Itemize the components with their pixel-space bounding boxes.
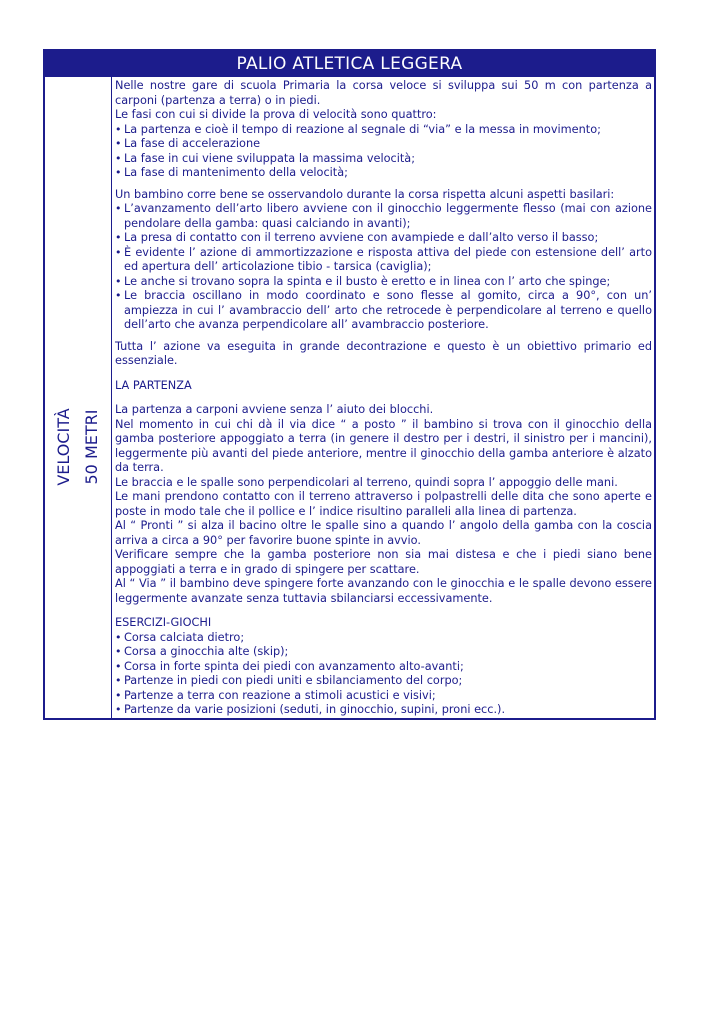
side-label-line2: 50 METRI [82, 409, 101, 485]
partenza-paragraph: Le mani prendono contatto con il terreno attraverso i polpastrelli delle dita che sono aperte e poste in modo tale che il pollice e l’ indice risultino paralleli alla linea di partenza. [115, 490, 652, 518]
partenza-paragraph: Verificare sempre che la gamba posteriore non sia mai distesa e che i piedi siano bene appoggiati a terra e in grado di spingere per scattare. [115, 548, 652, 576]
partenza-paragraph: Al “ Pronti ” si alza il bacino oltre le spalle sino a quando l’ angolo della gamba con la coscia arriva a circa a 90° per favorire buone spinte in avvio. [115, 519, 652, 547]
list-item: • Partenze in piedi con piedi uniti e sbilanciamento del corpo; [115, 674, 652, 689]
list-item: • Le anche si trovano sopra la spinta e il busto è eretto e in linea con l’ arto che spinge; [115, 275, 652, 290]
list-item: • Partenze da varie posizioni (seduti, in ginocchio, supini, proni ecc.). [115, 703, 652, 718]
list-item: • La partenza e cioè il tempo di reazione al segnale di “via” e la messa in movimento; [115, 123, 652, 138]
partenza-paragraph: Nel momento in cui chi dà il via dice “ a posto ” il bambino si trova con il ginocchio della gamba posteriore appoggiato a terra (in genere il destro per i destri, il sinistro per i mancini), leggermente più avanti del piede anteriore, mentre il ginocchio della gamba anteriore è alzato da terra. [115, 417, 652, 474]
list-item: • La presa di contatto con il terreno avviene con avampiede e dall’alto verso il basso; [115, 231, 652, 246]
intro-paragraph: Nelle nostre gare di scuola Primaria la corsa veloce si sviluppa sui 50 m con partenza a carponi (partenza a terra) o in piedi. [115, 79, 652, 107]
document-frame [43, 49, 656, 720]
note-paragraph: Tutta l’ azione va eseguita in grande decontrazione e questo è un obiettivo primario ed essenziale. [115, 339, 652, 367]
list-item: • La fase di accelerazione [115, 137, 652, 152]
side-column [45, 77, 112, 718]
phases-intro: Le fasi con cui si divide la prova di velocità sono quattro: [115, 108, 437, 121]
list-item: • Corsa calciata dietro; [115, 631, 652, 646]
list-item: • L’avanzamento dell’arto libero avviene con il ginocchio leggermente flesso (mai con azione pendolare della gamba: quasi calciando in avanti); [115, 202, 652, 231]
aspects-list [115, 202, 652, 333]
list-item: • La fase in cui viene sviluppata la massima velocità; [115, 152, 652, 167]
list-item: • Partenze a terra con reazione a stimoli acustici e visivi; [115, 689, 652, 704]
content-column [115, 79, 652, 718]
phases-list [115, 123, 652, 181]
partenza-paragraph: Al “ Via ” il bambino deve spingere forte avanzando con le ginocchia e le spalle devono essere leggermente avanzate senza tuttavia sbilanciarsi eccessivamente. [115, 577, 652, 605]
page-title: PALIO ATLETICA LEGGERA [45, 51, 654, 77]
list-item: • Corsa in forte spinta dei piedi con avanzamento alto-avanti; [115, 660, 652, 675]
partenza-paragraph: Le braccia e le spalle sono perpendicolari al terreno, quindi sopra l’ appoggio delle mani. [115, 475, 618, 489]
list-item: • Le braccia oscillano in modo coordinato e sono flesse al gomito, circa a 90°, con un’ ampiezza in cui l’ avambraccio dell’ arto che retrocede è perpendicolare al terreno e quello dell’arto che avanza perpendicolare all’ avambraccio posteriore. [115, 289, 652, 333]
list-item: • Corsa a ginocchia alte (skip); [115, 645, 652, 660]
partenza-heading: LA PARTENZA [115, 378, 192, 392]
list-item: • È evidente l’ azione di ammortizzazione e risposta attiva del piede con estensione dell’ arto ed apertura dell’ articolazione tibio - tarsica (caviglia); [115, 246, 652, 275]
side-label [50, 408, 106, 485]
esercizi-list [115, 631, 652, 718]
esercizi-heading: ESERCIZI-GIOCHI [115, 616, 212, 629]
aspects-intro: Un bambino corre bene se osservandolo durante la corsa rispetta alcuni aspetti basilari: [115, 187, 615, 201]
partenza-paragraph: La partenza a carponi avviene senza l’ aiuto dei blocchi. [115, 403, 434, 416]
side-label-line1: VELOCITÀ [54, 408, 73, 486]
list-item: • La fase di mantenimento della velocità; [115, 166, 652, 181]
